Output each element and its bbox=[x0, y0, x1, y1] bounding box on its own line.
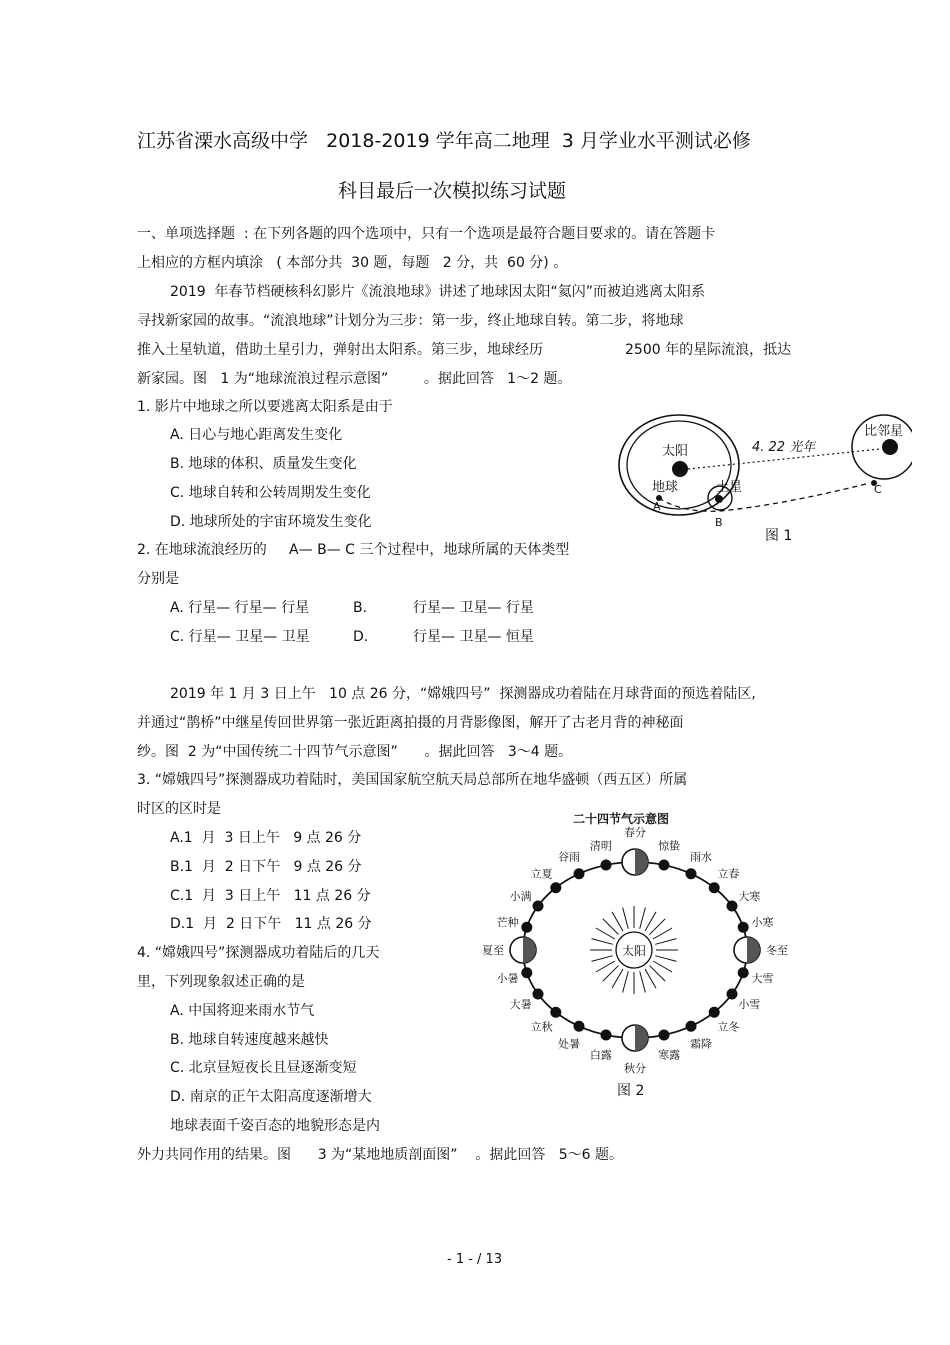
doc-title-line2: 科目最后一次模拟练习试题 bbox=[338, 180, 567, 202]
term-label: 春分 bbox=[624, 826, 646, 839]
figure-1-caption: 图 1 bbox=[765, 528, 793, 544]
term-label: 霜降 bbox=[690, 1037, 712, 1051]
earth-label: 地球 bbox=[652, 480, 679, 495]
q1-option-c: C. 地球自转和公转周期发生变化 bbox=[170, 485, 371, 501]
passage2-line3: 纱。图 2 为“中国传统二十四节气示意图” 。据此回答 3～4 题。 bbox=[137, 744, 573, 760]
term-label: 秋分 bbox=[624, 1062, 646, 1075]
term-dot bbox=[727, 989, 737, 999]
term-label: 小满 bbox=[509, 890, 532, 903]
term-dot bbox=[551, 883, 561, 893]
term-dot bbox=[686, 1021, 696, 1031]
term-label: 清明 bbox=[589, 839, 612, 853]
term-dot bbox=[709, 883, 719, 893]
term-label: 立春 bbox=[717, 867, 740, 881]
figure-1-earth-wandering-diagram bbox=[612, 405, 912, 530]
sun-ray bbox=[596, 928, 615, 939]
figure-2-solar-terms-diagram bbox=[450, 805, 810, 1080]
passage2-line1: 2019 年 1 月 3 日上午 10 点 26 分，“嫦娥四号” 探测器成功着陆在月球背面的预选着陆区, bbox=[170, 686, 756, 702]
term-dot bbox=[574, 1021, 584, 1031]
q4-stem-line2: 里，下列现象叙述正确的是 bbox=[137, 974, 305, 990]
term-dot bbox=[659, 860, 669, 870]
q4-option-a: A. 中国将迎来雨水节气 bbox=[170, 1003, 315, 1019]
sun-ray bbox=[655, 956, 676, 962]
q2-stem-line2: 分别是 bbox=[137, 571, 179, 587]
night-side-shade bbox=[635, 849, 648, 875]
term-dot bbox=[574, 869, 584, 879]
term-label: 大暑 bbox=[509, 998, 532, 1011]
q1-option-b: B. 地球的体积、质量发生变化 bbox=[170, 456, 357, 472]
night-side-shade bbox=[635, 1025, 648, 1051]
q4-option-c: C. 北京昼短夜长且昼逐渐变短 bbox=[170, 1060, 357, 1076]
q1-option-d: D. 地球所处的宇宙环境发生变化 bbox=[170, 514, 372, 530]
sun-ray bbox=[653, 961, 672, 972]
distance-label: 4. 22 光年 bbox=[752, 440, 816, 455]
sun-ray bbox=[640, 971, 646, 992]
q2-option-a: A. 行星— 行星— 行星 bbox=[170, 600, 310, 616]
term-label: 白露 bbox=[589, 1048, 612, 1062]
sun-ray bbox=[603, 919, 619, 935]
term-label: 寒露 bbox=[658, 1048, 681, 1062]
q2-option-b-letter: B. bbox=[353, 600, 368, 616]
q4-option-b: B. 地球自转速度越来越快 bbox=[170, 1032, 329, 1048]
point-b-label: B bbox=[715, 516, 723, 529]
passage1-line4: 新家园。图 1 为“地球流浪过程示意图” 。据此回答 1～2 题。 bbox=[137, 371, 572, 387]
q2-option-d-letter: D. bbox=[353, 629, 369, 645]
point-a-label: A bbox=[653, 500, 661, 513]
sun-ray bbox=[645, 969, 656, 988]
term-label: 立夏 bbox=[530, 867, 553, 881]
term-label: 小寒 bbox=[751, 916, 774, 930]
term-label: 小雪 bbox=[738, 998, 761, 1011]
q3-option-c: C.1 月 3 日上午 11 点 26 分 bbox=[170, 888, 371, 904]
term-label: 立冬 bbox=[717, 1020, 740, 1034]
proxima-label: 比邻星 bbox=[864, 424, 904, 439]
term-dot bbox=[522, 968, 532, 978]
q3-stem-line2: 时区的区时是 bbox=[137, 801, 221, 817]
q2-option-d: 行星— 卫星— 恒星 bbox=[413, 629, 534, 645]
fig2-title: 二十四节气示意图 bbox=[573, 812, 670, 826]
term-label: 立秋 bbox=[530, 1020, 553, 1034]
passage1-line3b: 2500 年的星际流浪，抵达 bbox=[625, 342, 792, 358]
night-side-shade bbox=[747, 937, 760, 963]
term-dot bbox=[601, 860, 611, 870]
q2-stem-line1: 2. 在地球流浪经历的 A— B— C 三个过程中，地球所属的天体类型 bbox=[137, 542, 570, 558]
passage1-line1: 2019 年春节档硬核科幻影片《流浪地球》讲述了地球因太阳“氦闪”而被迫逃离太阳系 bbox=[170, 284, 706, 300]
term-dot bbox=[738, 922, 748, 932]
term-dot bbox=[533, 989, 543, 999]
q3-option-a: A.1 月 3 日上午 9 点 26 分 bbox=[170, 830, 362, 846]
q2-option-c: C. 行星— 卫星— 卫星 bbox=[170, 629, 310, 645]
sun-ray bbox=[591, 956, 612, 962]
q1-stem: 1. 影片中地球之所以要逃离太阳系是由于 bbox=[137, 399, 393, 415]
passage3-line1: 地球表面千姿百态的地貌形态是内 bbox=[170, 1118, 380, 1134]
term-dot bbox=[533, 901, 543, 911]
proxima-dot bbox=[882, 439, 898, 455]
passage1-line3a: 推入土星轨道，借助土星引力，弹射出太阳系。第三步，地球经历 bbox=[137, 342, 543, 358]
q1-option-a: A. 日心与地心距离发生变化 bbox=[170, 427, 343, 443]
term-dot bbox=[551, 1007, 561, 1017]
saturn-dot bbox=[715, 495, 723, 503]
term-label: 惊蛰 bbox=[658, 839, 681, 853]
night-side-shade bbox=[523, 937, 536, 963]
q3-option-b: B.1 月 2 日下午 9 点 26 分 bbox=[170, 859, 362, 875]
doc-title-line1: 江苏省溧水高级中学 2018-2019 学年高二地理 3 月学业水平测试必修 bbox=[137, 130, 751, 152]
term-label: 芒种 bbox=[496, 916, 519, 930]
saturn-label: 土星 bbox=[716, 480, 743, 495]
q4-stem-line1: 4. “嫦娥四号”探测器成功着陆后的几天 bbox=[137, 945, 380, 961]
passage2-line2: 并通过“鹊桥”中继星传回世界第一张近距离拍摄的月背影像图，解开了古老月背的神秘面 bbox=[137, 715, 684, 731]
term-dot bbox=[738, 968, 748, 978]
passage3-line2: 外力共同作用的结果。图 3 为“某地地质剖面图” 。据此回答 5～6 题。 bbox=[137, 1147, 623, 1163]
sun-ray bbox=[640, 907, 646, 928]
wandering-path bbox=[659, 483, 870, 511]
sun-ray bbox=[612, 969, 623, 988]
page-footer: - 1 - / 13 bbox=[447, 1252, 503, 1267]
q2-option-b: 行星— 卫星— 行星 bbox=[413, 600, 534, 616]
sun-dot bbox=[672, 461, 688, 477]
sun-ray bbox=[596, 961, 615, 972]
sun-ray bbox=[650, 919, 666, 935]
section-instruction-line2: 上相应的方框内填涂 ( 本部分共 30 题，每题 2 分，共 60 分) 。 bbox=[137, 255, 568, 271]
passage1-line2: 寻找新家园的故事。“流浪地球”计划分为三步：第一步，终止地球自转。第二步，将地球 bbox=[137, 313, 684, 329]
term-label: 雨水 bbox=[690, 850, 712, 864]
sun-ray bbox=[650, 966, 666, 982]
sun-ray bbox=[653, 928, 672, 939]
term-label: 谷雨 bbox=[558, 850, 580, 864]
sun-ray bbox=[623, 907, 629, 928]
figure-2-caption: 图 2 bbox=[617, 1083, 645, 1099]
section-instruction-line1: 一、单项选择题 : 在下列各题的四个选项中，只有一个选项是最符合题目要求的。请在答题卡 bbox=[137, 226, 716, 242]
term-dot bbox=[727, 901, 737, 911]
sun-ray bbox=[591, 939, 612, 945]
sun-ray bbox=[645, 912, 656, 931]
term-dot bbox=[601, 1030, 611, 1040]
sun-ray bbox=[603, 966, 619, 982]
term-label: 处暑 bbox=[558, 1037, 580, 1051]
term-dot bbox=[686, 869, 696, 879]
term-label: 大寒 bbox=[738, 890, 761, 903]
term-dot bbox=[659, 1030, 669, 1040]
term-dot bbox=[522, 922, 532, 932]
sun-label: 太阳 bbox=[622, 944, 647, 958]
q4-option-d: D. 南京的正午太阳高度逐渐增大 bbox=[170, 1089, 372, 1105]
sun-label: 太阳 bbox=[662, 444, 689, 459]
term-label: 夏至 bbox=[482, 944, 504, 957]
sun-ray bbox=[623, 971, 629, 992]
term-dot bbox=[709, 1007, 719, 1017]
term-label: 小暑 bbox=[496, 971, 519, 985]
q3-option-d: D.1 月 2 日下午 11 点 26 分 bbox=[170, 916, 372, 932]
q3-stem-line1: 3. “嫦娥四号”探测器成功着陆时，美国国家航空航天局总部所在地华盛顿（西五区）所属 bbox=[137, 772, 688, 788]
sun-ray bbox=[655, 939, 676, 945]
term-label: 冬至 bbox=[766, 944, 788, 957]
sun-ray bbox=[612, 912, 623, 931]
term-label: 大雪 bbox=[751, 971, 774, 985]
point-c-label: C bbox=[874, 483, 882, 496]
